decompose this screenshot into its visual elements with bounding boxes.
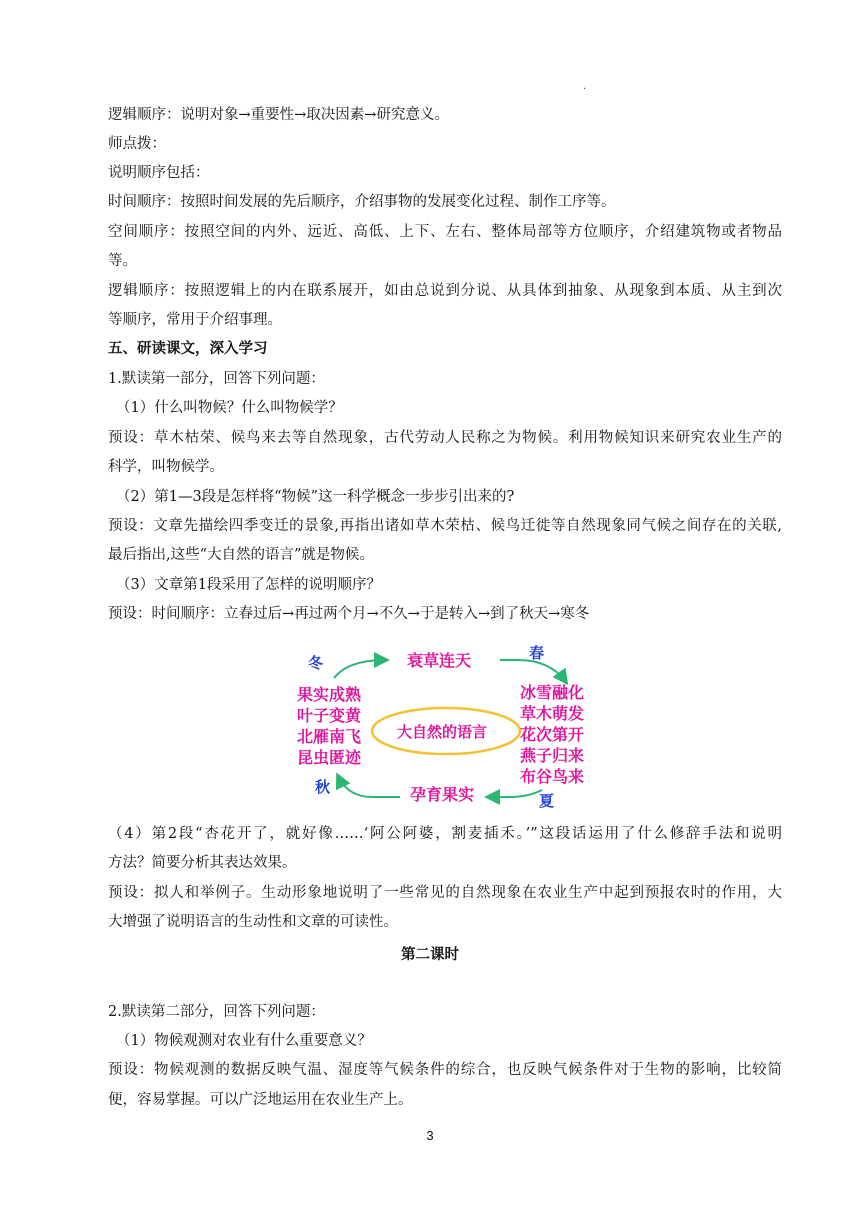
question: （2）第1—3段是怎样将“物候”这一科学概念一步步引出来的?	[116, 489, 515, 505]
season-spring: 春	[529, 644, 545, 662]
paragraph-continuation: 等顺序，常用于介绍事理。	[108, 312, 282, 328]
list-item: 冰雪融化	[520, 683, 585, 702]
answer: 预设：物候观测的数据反映气温、湿度等气候条件的综合，也反映气候条件对于生物的影响，比较简	[108, 1062, 782, 1078]
list-item: 花次第开	[520, 725, 585, 744]
bottom-label: 孕育果实	[410, 785, 475, 804]
arrow-summer-to-bottom	[488, 790, 542, 797]
top-label: 衰草连天	[407, 651, 472, 670]
paragraph: 时间顺序：按照时间发展的先后顺序，介绍事物的发展变化过程、制作工序等。	[108, 194, 616, 210]
answer: 预设：时间顺序：立春过后→再过两个月→不久→于是转入→到了秋天→寒冬	[108, 606, 590, 622]
lesson-title: 第二课时	[401, 946, 459, 963]
season-autumn: 秋	[315, 778, 331, 796]
arrow-winter-to-top	[334, 660, 386, 678]
answer-continuation: 大增强了说明语言的生动性和文章的可读性。	[108, 914, 398, 930]
list-item: 昆虫匿迹	[297, 748, 362, 767]
paragraph-continuation: 等。	[108, 253, 137, 269]
answer: 预设：草木枯荣、候鸟来去等自然现象，古代劳动人民称之为物候。利用物候知识来研究农业生产的	[108, 430, 782, 446]
paragraph: 逻辑顺序：说明对象→重要性→取决因素→研究意义。	[108, 107, 449, 123]
list-item: 果实成熟	[297, 685, 362, 704]
seasons-diagram	[288, 640, 598, 808]
season-winter: 冬	[308, 654, 324, 672]
answer-continuation: 科学，叫物候学。	[108, 459, 224, 475]
answer: 预设：拟人和举例子。生动形象地说明了一些常见的自然现象在农业生产中起到预报农时的作用，大	[108, 885, 782, 901]
paragraph: 空间顺序：按照空间的内外、远近、高低、上下、左右、整体局部等方位顺序，介绍建筑物或者物品	[108, 224, 782, 240]
list-item: 北雁南飞	[297, 727, 362, 746]
center-label: 大自然的语言	[397, 723, 488, 741]
question-continuation: 方法？简要分析其表达效果。	[108, 855, 297, 871]
question: （3）文章第1段采用了怎样的说明顺序？	[116, 577, 381, 593]
page-number: 3	[426, 1128, 434, 1143]
section-heading: 五、研读课文，深入学习	[108, 340, 268, 357]
list-item: 草木萌发	[520, 704, 585, 723]
season-summer: 夏	[539, 792, 555, 810]
paragraph: 师点拨：	[108, 136, 166, 152]
answer-continuation: 便，容易掌握。可以广泛地运用在农业生产上。	[108, 1092, 413, 1108]
arrow-bottom-to-autumn	[338, 776, 400, 797]
answer: 预设：文章先描绘四季变迁的景象,再指出诸如草木荣枯、候鸟迁徙等自然现象同气候之间存在的关联,	[108, 518, 782, 534]
paragraph: 说明顺序包括：	[108, 165, 210, 181]
autumn-phenomena	[297, 684, 361, 768]
question: （4）第2段“杏花开了，就好像……‘阿公阿婆，割麦插禾。’”这段话运用了什么修辞手法和说明	[108, 826, 782, 842]
header-mark: ·	[583, 84, 587, 95]
list-item: 燕子归来	[520, 746, 585, 765]
answer-continuation: 最后指出,这些“大自然的语言”就是物候。	[108, 547, 374, 563]
question: （1）什么叫物候？什么叫物候学？	[116, 400, 343, 416]
question: （1）物候观测对农业有什么重要意义？	[116, 1033, 372, 1049]
paragraph: 逻辑顺序：按照逻辑上的内在联系展开，如由总说到分说、从具体到抽象、从现象到本质、从主到次	[108, 283, 782, 299]
arrow-top-to-spring	[500, 660, 566, 682]
list-item: 布谷鸟来	[520, 767, 585, 786]
list-item: 叶子变黄	[297, 706, 362, 725]
question-heading: 2.默读第二部分，回答下列问题：	[108, 1004, 325, 1020]
spring-phenomena	[520, 682, 584, 787]
question-heading: 1.默读第一部分，回答下列问题：	[108, 371, 325, 387]
